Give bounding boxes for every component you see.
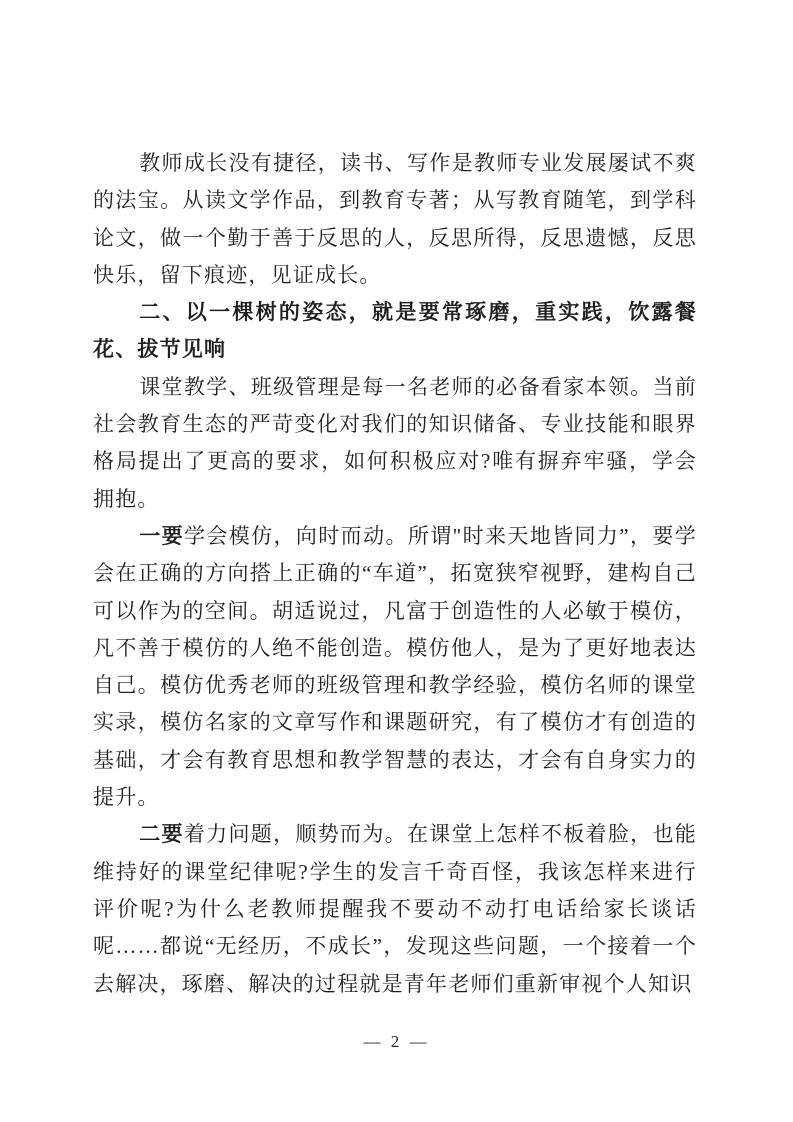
paragraph-point-two-problems — [93, 816, 697, 1002]
page-number: — 2 — — [363, 1032, 430, 1051]
paragraph-text: 课堂教学、班级管理是每一名老师的必备看家本领。当前社会教育生态的严苛变化对我们的知识储备、专业技能和眼界格局提出了更高的要求，如何积极应对?唯有摒弃牢骚，学会拥抱。 — [93, 374, 697, 511]
paragraph-classroom-management — [93, 369, 697, 518]
document-body — [93, 145, 697, 1003]
paragraph-text: 学会模仿，向时而动。所谓"时来天地皆同力”，要学会在正确的方向搭上正确的“车道”，拓宽狭窄视野，建构自己可以作为的空间。胡适说过，凡富于创造性的人必敏于模仿，凡不善于模仿的人绝不能创造。模仿他人，是为了更好地表达自己。模仿优秀老师的班级管理和教学经验，模仿名师的课堂实录，模仿名家的文章写作和课题研究，有了模仿才有创造的基础，才会有教育思想和教学智慧的表达，才会有自身实力的提升。 — [93, 523, 697, 810]
paragraph-lead-bold: 二要 — [139, 822, 184, 847]
paragraph-reading-writing — [93, 145, 697, 294]
paragraph-text: 着力问题，顺势而为。在课堂上怎样不板着脸，也能维持好的课堂纪律呢?学生的发言千奇百怪，我该怎样来进行评价呢?为什么老教师提醒我不要动不动打电话给家长谈话呢……都说“无经历，不成长”，发现这些问题，一个接着一个去解决，琢磨、解决的过程就是青年老师们重新审视个人知识 — [93, 822, 697, 996]
section-heading-two — [93, 294, 697, 369]
paragraph-text: 教师成长没有捷径，读书、写作是教师专业发展屡试不爽的法宝。从读文学作品，到教育专著；从写教育随笔，到学科论文，做一个勤于善于反思的人，反思所得，反思遗憾，反思快乐，留下痕迹，见证成长。 — [93, 151, 697, 287]
paragraph-lead-bold: 一要 — [139, 523, 184, 548]
section-heading-text: 二、以一棵树的姿态，就是要常琢磨，重实践，饮露餐花、拔节见响 — [93, 300, 697, 362]
paragraph-point-one-imitation — [93, 518, 697, 816]
